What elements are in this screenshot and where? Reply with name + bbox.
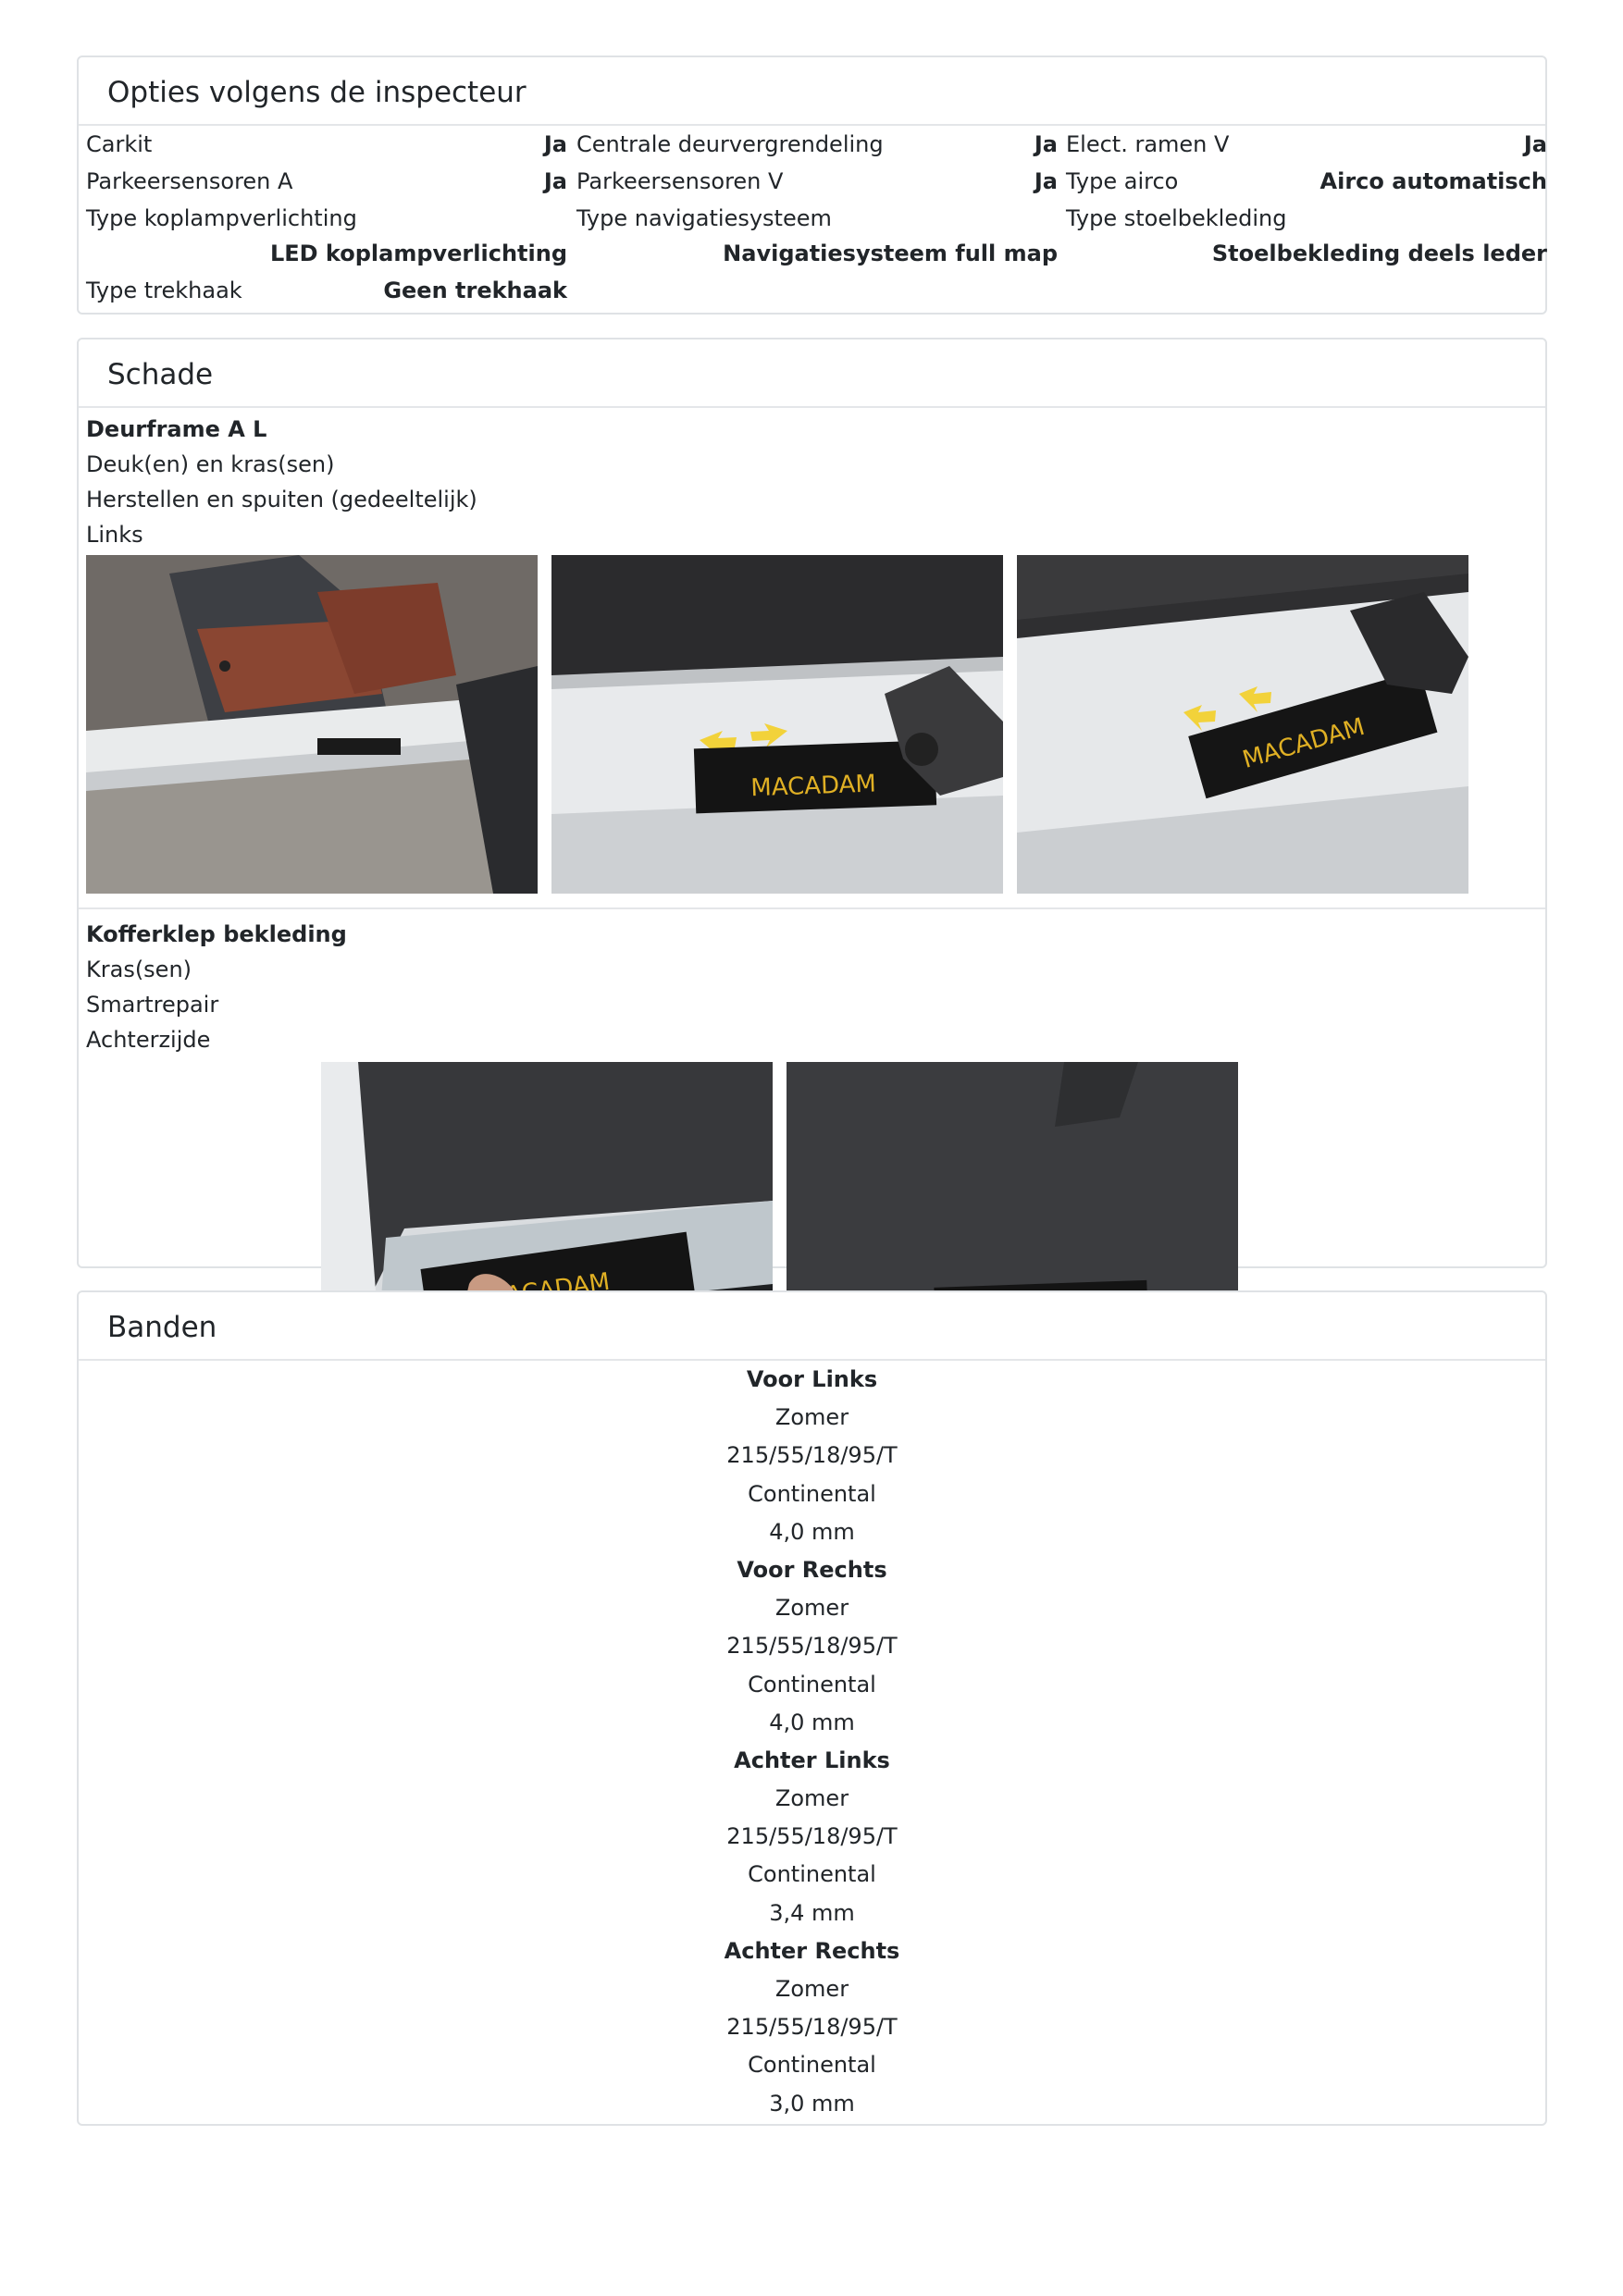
options-card	[77, 56, 1547, 315]
damage-side: Achterzijde	[86, 1027, 211, 1053]
option-electric-windows	[1066, 126, 1547, 163]
tire-season: Zomer	[774, 1595, 849, 1622]
tires-title: Banden	[79, 1292, 1545, 1361]
option-label: Carkit	[86, 131, 153, 157]
option-value: Geen trekhaak	[383, 278, 567, 303]
door-sill-closeup-photo[interactable]	[1017, 555, 1468, 894]
door-sill-ruler-photo[interactable]	[551, 555, 1003, 894]
ruler-brand-text: MACADAM	[750, 770, 877, 803]
option-label: Centrale deurvergrendeling	[576, 131, 884, 157]
tire-rear-right	[79, 1932, 1545, 2123]
option-central-locking	[576, 126, 1058, 163]
tire-size: 215/55/18/95/T	[726, 1442, 898, 1469]
option-headlights	[86, 200, 567, 274]
damage-part: Deurframe A L	[86, 416, 267, 442]
option-tow-hook	[86, 272, 567, 309]
tire-rear-left	[79, 1742, 1545, 1932]
option-value: Ja	[1034, 131, 1058, 157]
option-value: Navigatiesysteem full map	[723, 241, 1058, 266]
option-upholstery	[1066, 200, 1547, 274]
tire-size: 215/55/18/95/T	[726, 2014, 898, 2041]
option-value: Ja	[543, 131, 567, 157]
tire-front-left	[79, 1361, 1545, 1551]
door-sill-interior-photo[interactable]	[86, 555, 538, 894]
option-label: Type airco	[1066, 168, 1179, 194]
tire-position: Voor Rechts	[737, 1556, 887, 1583]
tire-tread: 3,4 mm	[769, 1899, 855, 1926]
option-airco-type	[1066, 163, 1547, 200]
damage-separator	[79, 907, 1545, 909]
tire-tread: 4,0 mm	[769, 1518, 855, 1545]
tire-season: Zomer	[774, 1976, 849, 2002]
option-label: Elect. ramen V	[1066, 131, 1230, 157]
option-parking-sensors-front	[576, 163, 1058, 200]
damage-repair: Herstellen en spuiten (gedeeltelijk)	[86, 487, 477, 512]
tires-list	[79, 1361, 1545, 2123]
tire-season: Zomer	[774, 1785, 849, 1812]
damage-type: Deuk(en) en kras(sen)	[86, 451, 335, 477]
tire-position: Achter Links	[734, 1747, 890, 1773]
damage-entry-door-frame	[86, 412, 477, 552]
damage-entry-tailgate-trim	[86, 917, 347, 1057]
door-sill-closeup-image	[1017, 555, 1468, 894]
tire-season: Zomer	[774, 1404, 849, 1431]
door-sill-interior-image	[86, 555, 538, 894]
option-label: Type trekhaak	[86, 278, 242, 303]
option-value: LED koplampverlichting	[269, 241, 567, 266]
damage-title: Schade	[79, 339, 1545, 408]
damage-side: Links	[86, 522, 143, 548]
damage-repair: Smartrepair	[86, 992, 219, 1018]
tire-brand: Continental	[748, 1480, 876, 1507]
tire-position: Achter Rechts	[724, 1937, 900, 1964]
option-label: Type navigatiesysteem	[576, 205, 832, 231]
option-navigation	[576, 200, 1058, 274]
option-value: Ja	[1523, 131, 1547, 157]
option-carkit	[86, 126, 567, 163]
option-label: Type stoelbekleding	[1066, 205, 1287, 231]
tire-size: 215/55/18/95/T	[726, 1823, 898, 1850]
damage-type: Kras(sen)	[86, 957, 192, 982]
tire-brand: Continental	[748, 1861, 876, 1888]
option-parking-sensors-rear	[86, 163, 567, 200]
tire-position: Voor Links	[746, 1366, 878, 1392]
damage-part: Kofferklep bekleding	[86, 921, 347, 947]
tire-tread: 3,0 mm	[769, 2090, 855, 2117]
options-title: Opties volgens de inspecteur	[79, 57, 1545, 126]
ruler-brand-text: MACADAM	[1239, 712, 1369, 774]
door-sill-ruler-image	[551, 555, 1003, 894]
tire-brand: Continental	[748, 1671, 876, 1697]
tire-size: 215/55/18/95/T	[726, 1633, 898, 1660]
option-label: Parkeersensoren V	[576, 168, 784, 194]
option-value: Stoelbekleding deels leder	[1211, 241, 1547, 266]
tires-card	[77, 1290, 1547, 2126]
tire-brand: Continental	[748, 2052, 876, 2079]
option-label: Type koplampverlichting	[86, 205, 357, 231]
option-value: Airco automatisch	[1319, 168, 1547, 194]
tire-front-right	[79, 1551, 1545, 1742]
option-value: Ja	[1034, 168, 1058, 194]
tire-tread: 4,0 mm	[769, 1709, 855, 1735]
option-label: Parkeersensoren A	[86, 168, 293, 194]
option-value: Ja	[543, 168, 567, 194]
damage-card	[77, 338, 1547, 1268]
